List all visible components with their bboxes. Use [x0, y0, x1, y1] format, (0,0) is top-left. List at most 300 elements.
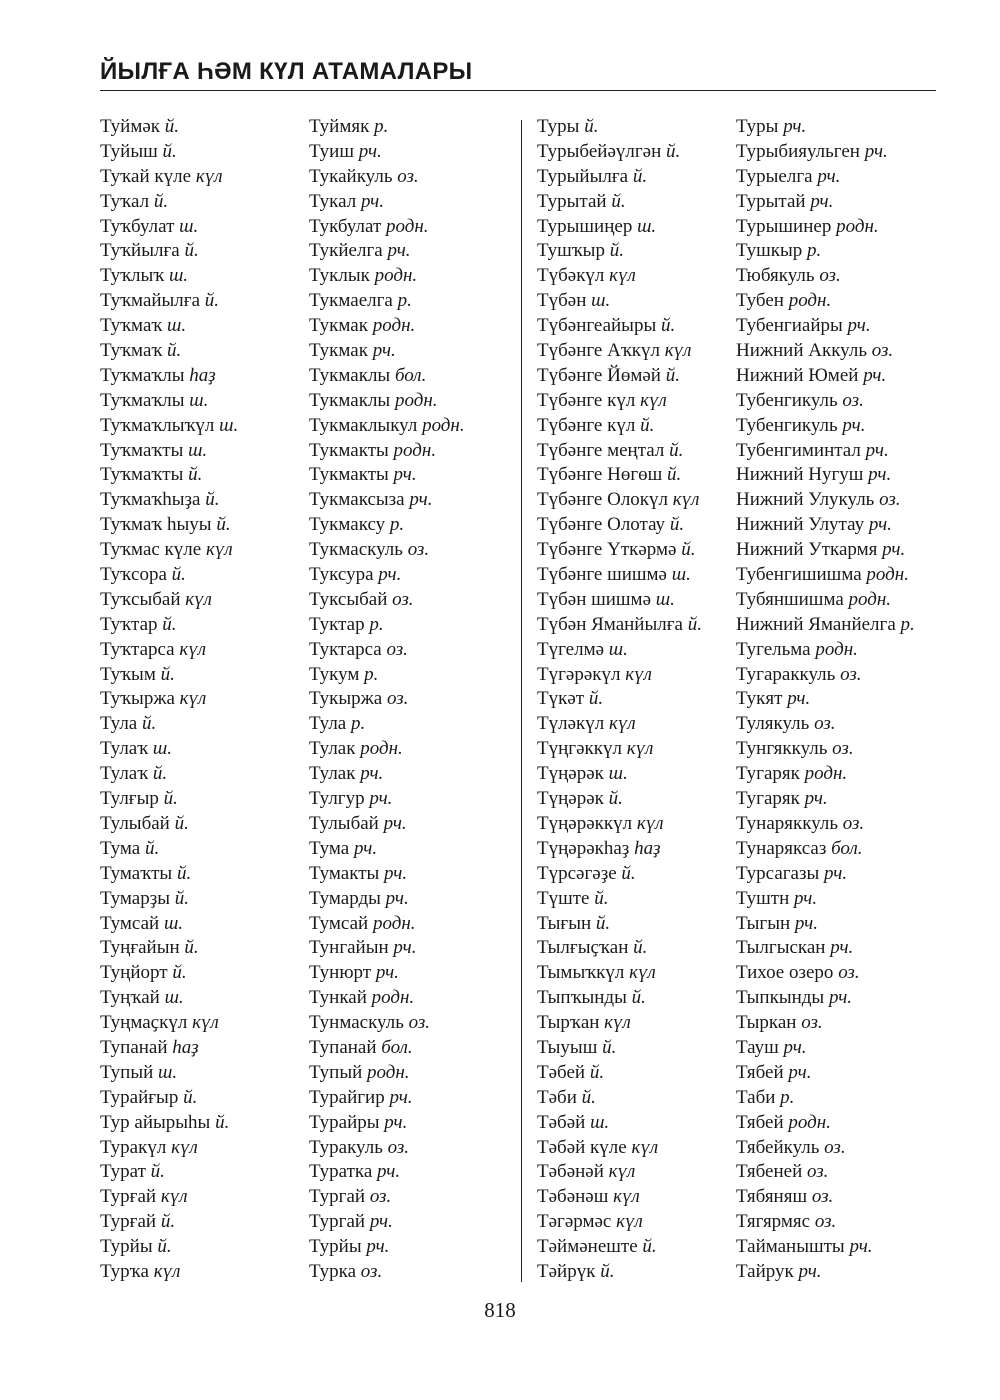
entry-row	[309, 463, 465, 488]
entry-row	[309, 986, 465, 1011]
entry-name: Тябей	[736, 1111, 784, 1133]
entry-type-abbr: й.	[164, 116, 180, 137]
entry-name: Түкәт	[537, 688, 585, 710]
entry-row	[537, 463, 702, 488]
entry-name: Тукмаксу	[309, 514, 386, 536]
entry-type-abbr: рч.	[842, 414, 866, 436]
entry-name: Тукмаксыза	[309, 489, 405, 511]
entry-name: Туҡмайылға	[100, 290, 201, 312]
entry-name: Тугараккуль	[736, 663, 836, 685]
entry-type-abbr: күл	[626, 738, 654, 760]
entry-row	[309, 513, 465, 538]
entry-type-abbr: рч.	[868, 464, 892, 486]
entry-type-abbr: күл	[608, 1161, 636, 1183]
entry-row	[736, 190, 915, 215]
entry-type-abbr: рч.	[788, 1061, 812, 1083]
entry-name: Туҡтарса	[100, 638, 175, 660]
entry-type-abbr: рч.	[783, 116, 807, 137]
entry-type-abbr: рч.	[383, 812, 407, 834]
entry-row	[736, 1111, 915, 1136]
entry-name: Тукмак	[309, 340, 368, 362]
entry-type-abbr: ш.	[637, 215, 657, 237]
entry-type-abbr: й.	[171, 564, 186, 586]
entry-row	[100, 463, 238, 488]
entry-name: Түңгәккүл	[537, 738, 622, 760]
entry-type-abbr: оз.	[814, 1211, 837, 1233]
entry-name: Турыбияульген	[736, 140, 860, 162]
entry-type-abbr: күл	[185, 588, 212, 610]
entry-row	[309, 264, 465, 289]
entry-type-abbr: күл	[616, 1211, 643, 1233]
entry-name: Туңҡай	[100, 987, 160, 1009]
entry-name: Туҡмаҡты	[100, 439, 184, 461]
entry-row	[537, 488, 702, 513]
entry-type-abbr: рч.	[798, 1260, 822, 1282]
entry-row	[100, 314, 238, 339]
entry-row	[537, 538, 702, 563]
entry-row	[100, 837, 238, 862]
entry-row	[736, 538, 915, 563]
entry-row	[537, 389, 702, 414]
entry-row	[100, 936, 238, 961]
entry-name: Тәйрүк	[537, 1260, 596, 1282]
entry-name: Туктарса	[309, 638, 382, 660]
entry-row	[309, 364, 465, 389]
entry-name: Турытай	[537, 190, 607, 212]
entry-name: Түбәнге Олокүл	[537, 489, 669, 511]
entry-name: Тулыбай	[100, 812, 170, 834]
entry-type-abbr: й.	[163, 788, 178, 810]
entry-name: Турсагазы	[736, 862, 820, 884]
entry-type-abbr: рч.	[849, 1236, 873, 1258]
entry-type-abbr: рч.	[354, 837, 378, 859]
entry-name: Түңәрәккүл	[537, 812, 633, 834]
entry-type-abbr: ш.	[591, 290, 611, 312]
entry-row	[309, 638, 465, 663]
entry-name: Тайманышты	[736, 1236, 845, 1258]
entry-name: Турайгир	[309, 1086, 385, 1108]
entry-row	[309, 1185, 465, 1210]
entry-name: Түбәнге шишмә	[537, 564, 667, 586]
entry-type-abbr: рч.	[847, 315, 871, 337]
entry-row	[309, 239, 465, 264]
entry-name: Тауш	[736, 1036, 779, 1058]
entry-type-abbr: күл	[171, 1136, 198, 1158]
entry-name: Тумаҡты	[100, 862, 173, 884]
entry-row	[309, 687, 465, 712]
entry-row	[537, 1086, 702, 1111]
entry-type-abbr: рч.	[360, 763, 384, 785]
entry-row	[736, 862, 915, 887]
entry-type-abbr: й.	[681, 539, 696, 561]
entry-name: Тябейкуль	[736, 1136, 820, 1158]
entry-row	[537, 1185, 702, 1210]
entry-type-abbr: рч.	[882, 539, 906, 561]
entry-name: Туҡай күле	[100, 165, 192, 187]
entry-type-abbr: рч.	[385, 887, 409, 909]
entry-type-abbr: рч.	[863, 364, 887, 386]
entry-type-abbr: й.	[162, 613, 177, 635]
entry-type-abbr: ш.	[189, 389, 209, 411]
entry-row	[309, 663, 465, 688]
page-number: 818	[484, 1298, 516, 1322]
entry-row	[736, 1160, 915, 1185]
entry-name: Тукайкуль	[309, 165, 393, 187]
entry-type-abbr: оз.	[392, 588, 414, 610]
entry-name: Туйыш	[100, 140, 158, 162]
entry-type-abbr: бол.	[394, 364, 427, 386]
entry-row	[537, 638, 702, 663]
entry-type-abbr: й.	[145, 837, 160, 859]
entry-type-abbr: рч.	[384, 862, 408, 884]
entry-type-abbr: рч.	[865, 439, 889, 461]
entry-row	[100, 1136, 238, 1161]
entry-name: Нижний Яманйелга	[736, 613, 896, 635]
entry-row	[309, 1136, 465, 1161]
entry-row	[100, 1061, 238, 1086]
entry-row	[309, 961, 465, 986]
entry-type-abbr: й.	[631, 987, 646, 1009]
entry-type-abbr: родн.	[393, 439, 437, 461]
entry-name: Тыуыш	[537, 1036, 598, 1058]
entry-row	[736, 563, 915, 588]
entry-name: Нижний Юмей	[736, 364, 859, 386]
entry-type-abbr: рч.	[393, 937, 417, 959]
entry-name: Тайрук	[736, 1260, 794, 1282]
entry-name: Тугаряк	[736, 763, 800, 785]
entry-type-abbr: оз.	[871, 340, 894, 362]
entry-type-abbr: й.	[665, 364, 680, 386]
entry-row	[736, 1136, 915, 1161]
entry-type-abbr: й.	[660, 315, 676, 337]
entry-name: Нижний Нугуш	[736, 464, 864, 486]
entry-type-abbr: оз.	[842, 389, 864, 411]
entry-row	[537, 1260, 702, 1285]
entry-type-abbr: күл	[604, 1012, 631, 1034]
entry-row	[537, 1210, 702, 1235]
entry-name: Тябеней	[736, 1161, 803, 1183]
entry-row	[100, 364, 238, 389]
entry-type-abbr: й.	[669, 514, 685, 536]
entry-type-abbr: й.	[588, 688, 604, 710]
entry-name: Туҡмаҡ	[100, 340, 163, 362]
entry-name: Түгәрәкүл	[537, 663, 621, 685]
entry-row	[309, 936, 465, 961]
entry-type-abbr: й.	[611, 190, 626, 212]
entry-row	[736, 762, 915, 787]
entry-row	[100, 961, 238, 986]
entry-name: Тулыбай	[309, 812, 379, 834]
entry-name: Туры	[537, 116, 580, 137]
entry-name: Туҡыржа	[100, 688, 175, 710]
entry-name: Тихое озеро	[736, 962, 834, 984]
entry-type-abbr: й.	[584, 116, 599, 137]
entry-type-abbr: рч.	[868, 514, 892, 536]
entry-row	[537, 563, 702, 588]
entry-name: Турка	[309, 1260, 357, 1282]
entry-name: Тупанай	[100, 1036, 168, 1058]
entry-row	[309, 140, 465, 165]
entry-type-abbr: оз.	[387, 1136, 410, 1158]
entry-type-abbr: рч.	[375, 962, 399, 984]
entry-name: Туракуль	[309, 1136, 383, 1158]
entry-type-abbr: күл	[205, 539, 233, 561]
entry-name: Тубенгишишма	[736, 564, 862, 586]
entry-row	[736, 787, 915, 812]
entry-row	[309, 812, 465, 837]
entry-type-abbr: й.	[153, 190, 169, 212]
entry-row	[537, 1011, 702, 1036]
entry-name: Туҡлыҡ	[100, 265, 165, 287]
entry-type-abbr: й.	[174, 812, 189, 834]
entry-type-abbr: ш.	[655, 588, 675, 610]
entry-type-abbr: оз.	[407, 539, 430, 561]
entry-type-abbr: р.	[389, 514, 405, 536]
entry-name: Тубенгикуль	[736, 414, 838, 436]
entry-type-abbr: родн.	[374, 265, 418, 287]
entry-name: Тәбәнәш	[537, 1186, 609, 1208]
entry-name: Тугаряк	[736, 788, 800, 810]
entry-type-abbr: ш.	[671, 564, 691, 586]
entry-row	[309, 538, 465, 563]
entry-type-abbr: рч.	[384, 1111, 408, 1133]
entry-row	[309, 1160, 465, 1185]
entry-row	[100, 165, 238, 190]
entry-row	[309, 1036, 465, 1061]
entry-name: Тукмаскуль	[309, 539, 403, 561]
entry-type-abbr: й.	[595, 912, 611, 934]
entry-type-abbr: родн.	[394, 389, 438, 411]
entry-name: Тыпкынды	[736, 987, 825, 1009]
entry-row	[537, 239, 702, 264]
entry-row	[100, 663, 238, 688]
entry-row	[537, 414, 702, 439]
entry-type-abbr: рч.	[794, 887, 818, 909]
entry-type-abbr: й.	[167, 340, 182, 362]
entry-type-abbr: й.	[640, 414, 655, 436]
entry-row	[736, 1260, 915, 1285]
entry-type-abbr: родн.	[367, 1061, 410, 1083]
entry-row	[309, 1061, 465, 1086]
entry-type-abbr: күл	[613, 1186, 640, 1208]
entry-name: Тукбулат	[309, 215, 382, 237]
entry-row	[100, 1210, 238, 1235]
entry-row	[100, 389, 238, 414]
entry-name: Тукыржа	[309, 688, 383, 710]
entry-name: Тылгыскан	[736, 937, 826, 959]
entry-name: Түбән	[537, 290, 587, 312]
entry-name: Турғай	[100, 1211, 157, 1233]
entry-row	[100, 613, 238, 638]
entry-type-abbr: күл	[640, 389, 667, 411]
entry-name: Туңғайын	[100, 937, 180, 959]
entry-row	[309, 488, 465, 513]
entry-row	[100, 862, 238, 887]
entry-type-abbr: й.	[215, 1111, 230, 1133]
entry-row	[537, 339, 702, 364]
entry-name: Туҡйылға	[100, 240, 180, 262]
entry-row	[100, 762, 238, 787]
entry-row	[736, 1086, 915, 1111]
entry-name: Туксыбай	[309, 588, 388, 610]
entry-name: Тунаряксаз	[736, 837, 827, 859]
entry-row	[100, 1160, 238, 1185]
entry-type-abbr: оз.	[369, 1186, 392, 1208]
entry-type-abbr: й.	[632, 165, 648, 187]
entry-row	[100, 563, 238, 588]
entry-type-abbr: күл	[179, 638, 207, 660]
entry-name: Тәбәй	[537, 1111, 586, 1133]
entry-type-abbr: рч.	[783, 1036, 807, 1058]
entry-type-abbr: родн.	[788, 1111, 831, 1133]
entry-row	[537, 1061, 702, 1086]
column-russian-right	[736, 115, 915, 1285]
entry-name: Туҡсора	[100, 564, 167, 586]
entry-name: Таби	[736, 1086, 776, 1108]
entry-row	[309, 712, 465, 737]
entry-type-abbr: күл	[672, 489, 700, 511]
entry-row	[537, 439, 702, 464]
entry-name: Туҡмас күле	[100, 539, 202, 561]
entry-name: Тулак	[309, 763, 356, 785]
entry-row	[736, 936, 915, 961]
entry-row	[537, 1111, 702, 1136]
entry-name: Тукмаклы	[309, 364, 391, 386]
entry-name: Тулғыр	[100, 788, 159, 810]
entry-type-abbr: й.	[172, 962, 187, 984]
entry-type-abbr: й.	[142, 713, 157, 735]
entry-name: Тунаряккуль	[736, 812, 839, 834]
entry-type-abbr: ш.	[188, 439, 208, 461]
entry-name: Тума	[100, 837, 141, 859]
entry-row	[736, 1185, 915, 1210]
column-bashkir-left	[100, 115, 238, 1285]
entry-name: Тумарды	[309, 887, 381, 909]
entry-row	[309, 1210, 465, 1235]
entry-type-abbr: й.	[642, 1236, 657, 1258]
entry-type-abbr: күл	[179, 688, 207, 710]
entry-row	[309, 762, 465, 787]
entry-row	[100, 1235, 238, 1260]
entry-name: Тәбәй күле	[537, 1136, 627, 1158]
entry-type-abbr: й.	[157, 1236, 172, 1258]
entry-name: Түште	[537, 887, 590, 909]
entry-name: Туҡтар	[100, 613, 158, 635]
entry-name: Турат	[100, 1161, 146, 1183]
entry-name: Түбәнге Үткәрмә	[537, 539, 677, 561]
entry-type-abbr: оз.	[360, 1260, 383, 1282]
entry-name: Тумсай	[100, 912, 160, 934]
entry-row	[736, 687, 915, 712]
entry-row	[100, 812, 238, 837]
entry-type-abbr: родн.	[422, 414, 465, 436]
entry-row	[537, 961, 702, 986]
entry-type-abbr: ш.	[167, 315, 187, 337]
entry-row	[736, 364, 915, 389]
entry-row	[309, 190, 465, 215]
entry-name: Туиш	[309, 140, 354, 162]
entry-type-abbr: күл	[664, 340, 692, 362]
entry-name: Тукал	[309, 190, 357, 212]
entry-type-abbr: һаҙ	[172, 1036, 199, 1058]
entry-name: Тәбәнәй	[537, 1161, 604, 1183]
entry-row	[537, 986, 702, 1011]
entry-row	[537, 936, 702, 961]
entry-type-abbr: оз.	[801, 1012, 823, 1034]
entry-type-abbr: й.	[188, 464, 203, 486]
entry-row	[537, 140, 702, 165]
entry-type-abbr: рч.	[372, 340, 396, 362]
column-russian-left	[309, 115, 465, 1285]
entry-name: Туратка	[309, 1161, 373, 1183]
entry-row	[736, 389, 915, 414]
entry-name: Тур айырыһы	[100, 1111, 211, 1133]
entry-type-abbr: рч.	[393, 464, 417, 486]
entry-name: Тубяншишма	[736, 588, 844, 610]
entry-name: Тунгайын	[309, 937, 389, 959]
entry-name: Туксура	[309, 564, 374, 586]
entry-name: Тәгәрмәс	[537, 1211, 612, 1233]
entry-name: Тәймәнеште	[537, 1236, 638, 1258]
entry-row	[537, 165, 702, 190]
entry-row	[537, 737, 702, 762]
entry-type-abbr: й.	[216, 514, 231, 536]
entry-type-abbr: күл	[629, 962, 656, 984]
entry-name: Тыркан	[736, 1012, 797, 1034]
entry-type-abbr: оз.	[838, 962, 860, 984]
entry-row	[309, 887, 465, 912]
entry-row	[537, 364, 702, 389]
entry-type-abbr: оз.	[832, 738, 854, 760]
entry-type-abbr: р.	[807, 240, 822, 262]
entry-row	[309, 439, 465, 464]
entry-type-abbr: ш.	[608, 763, 628, 785]
entry-name: Тубенгикуль	[736, 389, 838, 411]
entry-row	[309, 165, 465, 190]
entry-name: Түрсәгәҙе	[537, 862, 617, 884]
entry-type-abbr: й.	[150, 1161, 165, 1183]
entry-name: Туймяк	[309, 116, 370, 137]
entry-name: Тукмак	[309, 315, 368, 337]
entry-type-abbr: й.	[602, 1036, 617, 1058]
entry-type-abbr: рч.	[369, 1211, 393, 1233]
entry-name: Тумарҙы	[100, 887, 171, 909]
entry-type-abbr: күл	[192, 1012, 219, 1034]
entry-row	[100, 588, 238, 613]
entry-name: Турйы	[100, 1236, 153, 1258]
entry-row	[309, 1111, 465, 1136]
entry-type-abbr: р.	[374, 116, 389, 137]
entry-name: Тупый	[100, 1061, 154, 1083]
entry-type-abbr: күл	[636, 812, 664, 834]
entry-row	[736, 986, 915, 1011]
entry-row	[537, 1235, 702, 1260]
entry-type-abbr: оз.	[842, 812, 865, 834]
entry-type-abbr: родн.	[788, 290, 832, 312]
entry-row	[537, 1036, 702, 1061]
entry-type-abbr: ш.	[168, 265, 189, 287]
entry-row	[100, 986, 238, 1011]
entry-name: Турышиңер	[537, 215, 633, 237]
entry-name: Туракүл	[100, 1136, 167, 1158]
entry-name: Тыпҡынды	[537, 987, 627, 1009]
entry-name: Тубен	[736, 290, 784, 312]
entry-name: Тунюрт	[309, 962, 372, 984]
entry-name: Тупый	[309, 1061, 363, 1083]
entry-row	[309, 1235, 465, 1260]
entry-row	[736, 488, 915, 513]
entry-row	[736, 215, 915, 240]
